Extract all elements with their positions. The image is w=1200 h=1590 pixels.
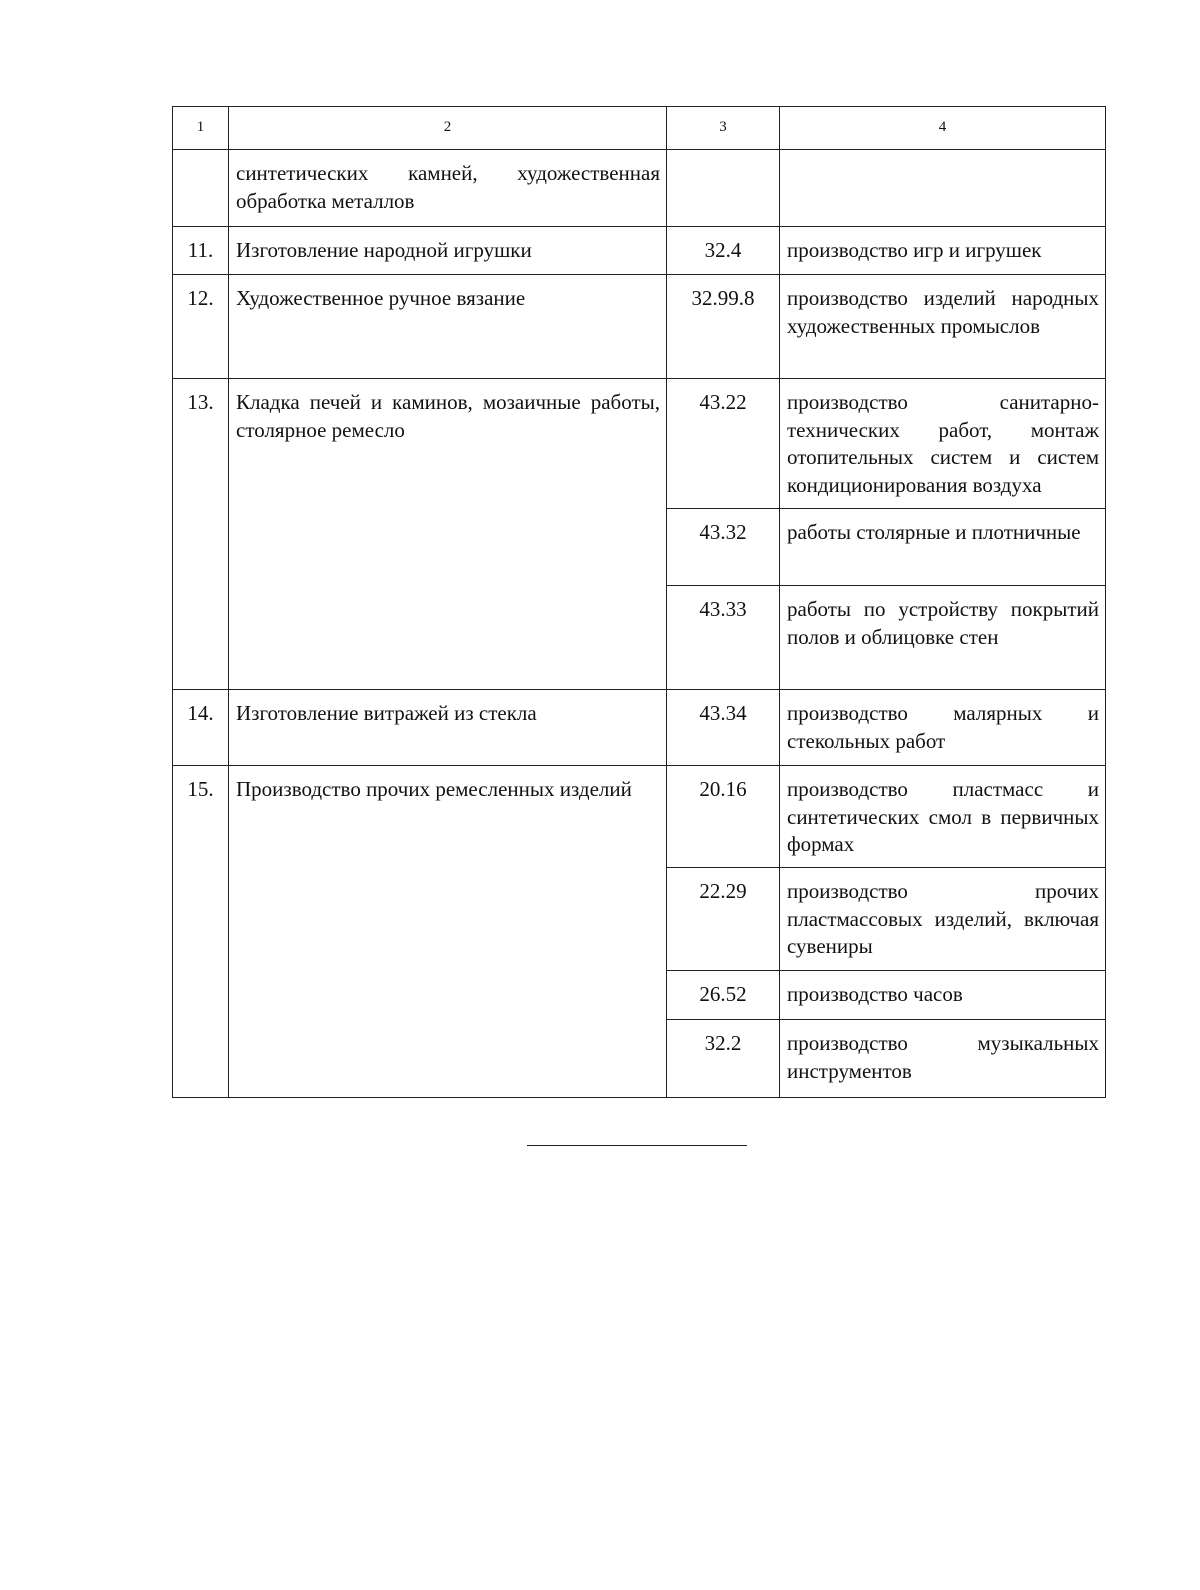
okved-description: производство часов [780,971,1106,1020]
header-col-4: 4 [780,107,1106,150]
okved-code: 26.52 [667,971,780,1020]
okved-code: 43.33 [667,586,780,690]
okved-description: производство санитарно-технических работ, монтаж отопительных систем и систем кондиционирования воздуха [780,379,1106,509]
okved-code: 32.99.8 [667,275,780,379]
header-col-2: 2 [229,107,667,150]
header-col-3: 3 [667,107,780,150]
row-number: 12. [173,275,229,379]
okved-code: 43.34 [667,690,780,766]
okved-description: производство музыкальных инструментов [780,1020,1106,1098]
okved-description: производство изделий народных художественных промыслов [780,275,1106,379]
row-number: 14. [173,690,229,766]
okved-code [667,150,780,227]
activity-table [172,106,1106,1098]
table-row [173,766,1106,868]
okved-code: 43.22 [667,379,780,509]
row-number: 13. [173,379,229,690]
table-row [173,150,1106,227]
table-row [173,275,1106,379]
activity-name: синтетических камней, художественная обработка металлов [229,150,667,227]
activity-name: Кладка печей и каминов, мозаичные работы, столярное ремесло [229,379,667,690]
okved-description: работы столярные и плотничные [780,509,1106,586]
activity-name: Производство прочих ремесленных изделий [229,766,667,1098]
table-header-row [173,107,1106,150]
okved-description: производство игр и игрушек [780,227,1106,275]
activity-name: Художественное ручное вязание [229,275,667,379]
okved-description: производство прочих пластмассовых изделий, включая сувениры [780,868,1106,971]
okved-code: 32.4 [667,227,780,275]
activity-name: Изготовление витражей из стекла [229,690,667,766]
okved-code: 20.16 [667,766,780,868]
okved-code: 22.29 [667,868,780,971]
okved-description: производство пластмасс и синтетических смол в первичных формах [780,766,1106,868]
okved-description: работы по устройству покрытий полов и облицовке стен [780,586,1106,690]
header-col-1: 1 [173,107,229,150]
okved-description [780,150,1106,227]
table-row [173,379,1106,509]
activity-name: Изготовление народной игрушки [229,227,667,275]
table-row [173,690,1106,766]
row-number [173,150,229,227]
okved-code: 43.32 [667,509,780,586]
table-row [173,227,1106,275]
row-number: 15. [173,766,229,1098]
okved-description: производство малярных и стекольных работ [780,690,1106,766]
end-of-document-rule [527,1145,747,1146]
row-number: 11. [173,227,229,275]
okved-code: 32.2 [667,1020,780,1098]
